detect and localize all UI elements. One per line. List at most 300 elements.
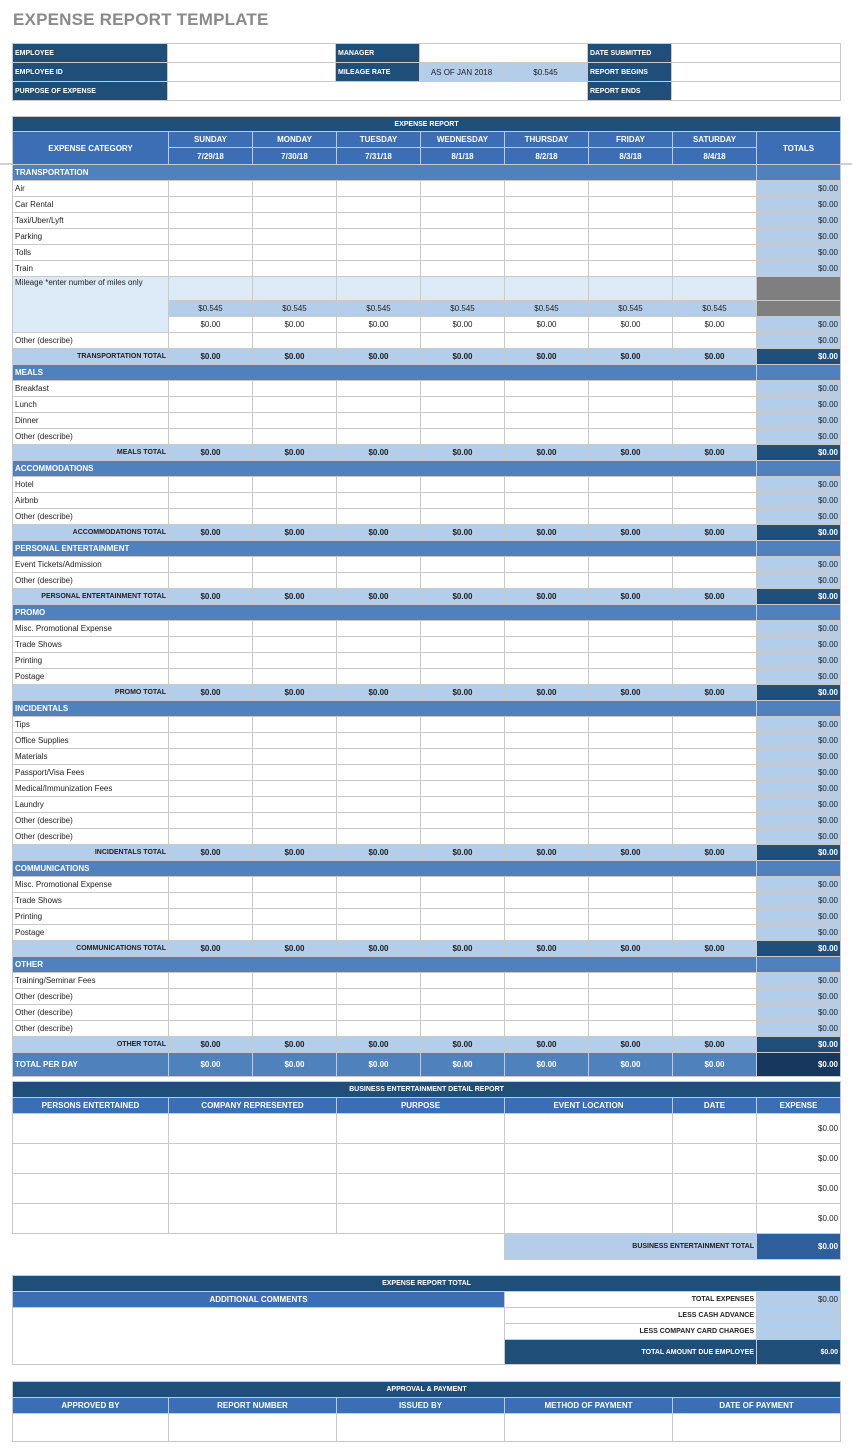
expense-amount-input[interactable] — [589, 397, 673, 413]
expense-amount-input[interactable] — [673, 397, 757, 413]
expense-amount-input[interactable] — [673, 653, 757, 669]
expense-amount-input[interactable] — [589, 893, 673, 909]
manager-field[interactable] — [420, 44, 588, 63]
expense-amount-input[interactable] — [253, 557, 337, 573]
expense-amount-input[interactable] — [421, 397, 505, 413]
entertainment-input[interactable] — [13, 1174, 169, 1204]
expense-amount-input[interactable] — [169, 197, 253, 213]
expense-amount-input[interactable] — [421, 797, 505, 813]
expense-amount-input[interactable] — [505, 509, 589, 525]
expense-amount-input[interactable] — [589, 813, 673, 829]
mileage-input[interactable] — [421, 277, 505, 301]
expense-amount-input[interactable] — [505, 973, 589, 989]
expense-amount-input[interactable] — [505, 181, 589, 197]
expense-amount-input[interactable] — [337, 333, 421, 349]
expense-amount-input[interactable] — [505, 333, 589, 349]
expense-amount-input[interactable] — [337, 925, 421, 941]
expense-amount-input[interactable] — [673, 909, 757, 925]
expense-amount-input[interactable] — [421, 877, 505, 893]
report-ends-field[interactable] — [672, 82, 841, 101]
mileage-input[interactable] — [589, 277, 673, 301]
expense-amount-input[interactable] — [673, 573, 757, 589]
expense-amount-input[interactable] — [673, 669, 757, 685]
expense-amount-input[interactable] — [589, 261, 673, 277]
expense-amount-input[interactable] — [169, 989, 253, 1005]
expense-amount-input[interactable] — [421, 573, 505, 589]
expense-amount-input[interactable] — [169, 333, 253, 349]
expense-amount-input[interactable] — [505, 733, 589, 749]
expense-amount-input[interactable] — [337, 1021, 421, 1037]
expense-amount-input[interactable] — [337, 493, 421, 509]
expense-amount-input[interactable] — [505, 877, 589, 893]
expense-amount-input[interactable] — [505, 813, 589, 829]
expense-amount-input[interactable] — [421, 245, 505, 261]
expense-amount-input[interactable] — [253, 493, 337, 509]
expense-amount-input[interactable] — [589, 797, 673, 813]
expense-amount-input[interactable] — [253, 213, 337, 229]
expense-amount-input[interactable] — [589, 749, 673, 765]
expense-amount-input[interactable] — [421, 557, 505, 573]
expense-amount-input[interactable] — [589, 229, 673, 245]
expense-amount-input[interactable] — [253, 1005, 337, 1021]
expense-amount-input[interactable] — [337, 429, 421, 445]
expense-amount-input[interactable] — [337, 653, 421, 669]
mileage-input[interactable] — [253, 277, 337, 301]
expense-amount-input[interactable] — [505, 493, 589, 509]
expense-amount-input[interactable] — [505, 213, 589, 229]
expense-amount-input[interactable] — [253, 829, 337, 845]
expense-amount-input[interactable] — [589, 493, 673, 509]
expense-amount-input[interactable] — [589, 829, 673, 845]
expense-amount-input[interactable] — [421, 509, 505, 525]
expense-amount-input[interactable] — [505, 637, 589, 653]
expense-amount-input[interactable] — [169, 829, 253, 845]
expense-amount-input[interactable] — [421, 333, 505, 349]
expense-amount-input[interactable] — [673, 1005, 757, 1021]
expense-amount-input[interactable] — [421, 669, 505, 685]
expense-amount-input[interactable] — [253, 229, 337, 245]
expense-amount-input[interactable] — [589, 989, 673, 1005]
expense-amount-input[interactable] — [589, 245, 673, 261]
expense-amount-input[interactable] — [421, 493, 505, 509]
company-card-field[interactable] — [757, 1324, 841, 1340]
expense-amount-input[interactable] — [589, 381, 673, 397]
mileage-amount: $0.00 — [421, 317, 505, 333]
expense-amount-input[interactable] — [421, 637, 505, 653]
expense-amount-input[interactable] — [421, 813, 505, 829]
expense-amount-input[interactable] — [673, 813, 757, 829]
expense-amount-input[interactable] — [589, 653, 673, 669]
expense-amount-input[interactable] — [169, 653, 253, 669]
expense-amount-input[interactable] — [169, 245, 253, 261]
report-number-field[interactable] — [169, 1414, 337, 1442]
expense-amount-input[interactable] — [673, 989, 757, 1005]
expense-amount-input[interactable] — [337, 893, 421, 909]
entertainment-input[interactable] — [169, 1174, 337, 1204]
expense-amount-input[interactable] — [421, 477, 505, 493]
expense-amount-input[interactable] — [169, 781, 253, 797]
expense-amount-input[interactable] — [253, 925, 337, 941]
expense-amount-input[interactable] — [673, 261, 757, 277]
expense-amount-input[interactable] — [673, 229, 757, 245]
expense-amount-input[interactable] — [505, 893, 589, 909]
mileage-rate-value[interactable]: $0.545 — [504, 63, 588, 82]
entertainment-input[interactable] — [13, 1114, 169, 1144]
employee-id-field[interactable] — [168, 63, 336, 82]
expense-amount-input[interactable] — [169, 1005, 253, 1021]
expense-amount-input[interactable] — [421, 653, 505, 669]
expense-amount-input[interactable] — [337, 245, 421, 261]
entertainment-input[interactable] — [505, 1174, 673, 1204]
expense-amount-input[interactable] — [673, 413, 757, 429]
date-of-payment-field[interactable] — [673, 1414, 841, 1442]
expense-amount-input[interactable] — [421, 749, 505, 765]
expense-amount-input[interactable] — [505, 621, 589, 637]
expense-amount-input[interactable] — [421, 621, 505, 637]
expense-amount-input[interactable] — [253, 1021, 337, 1037]
expense-amount-input[interactable] — [337, 477, 421, 493]
expense-amount-input[interactable] — [169, 893, 253, 909]
expense-amount-input[interactable] — [421, 973, 505, 989]
expense-amount-input[interactable] — [337, 181, 421, 197]
entertainment-input[interactable] — [505, 1144, 673, 1174]
expense-amount-input[interactable] — [589, 197, 673, 213]
expense-amount-input[interactable] — [505, 245, 589, 261]
expense-amount-input[interactable] — [169, 261, 253, 277]
expense-amount-input[interactable] — [169, 637, 253, 653]
expense-amount-input[interactable] — [337, 197, 421, 213]
expense-amount-input[interactable] — [253, 717, 337, 733]
entertainment-input[interactable] — [505, 1204, 673, 1234]
entertainment-input[interactable] — [505, 1114, 673, 1144]
expense-amount-input[interactable] — [673, 1021, 757, 1037]
expense-amount-input[interactable] — [421, 829, 505, 845]
entertainment-input[interactable] — [13, 1204, 169, 1234]
entertainment-input[interactable] — [673, 1204, 757, 1234]
expense-amount-input[interactable] — [169, 765, 253, 781]
expense-amount-input[interactable] — [421, 1021, 505, 1037]
expense-amount-input[interactable] — [673, 925, 757, 941]
expense-amount-input[interactable] — [253, 637, 337, 653]
expense-amount-input[interactable] — [505, 229, 589, 245]
expense-amount-input[interactable] — [337, 261, 421, 277]
expense-amount-input[interactable] — [421, 181, 505, 197]
expense-amount-input[interactable] — [337, 413, 421, 429]
expense-amount-input[interactable] — [589, 477, 673, 493]
expense-amount-input[interactable] — [589, 909, 673, 925]
expense-amount-input[interactable] — [505, 381, 589, 397]
expense-amount-input[interactable] — [169, 213, 253, 229]
expense-amount-input[interactable] — [253, 413, 337, 429]
expense-amount-input[interactable] — [169, 413, 253, 429]
expense-amount-input[interactable] — [169, 733, 253, 749]
mileage-rate-total-blank — [757, 301, 841, 317]
expense-amount-input[interactable] — [673, 973, 757, 989]
expense-amount-input[interactable] — [337, 557, 421, 573]
expense-amount-input[interactable] — [253, 765, 337, 781]
expense-amount-input[interactable] — [589, 973, 673, 989]
expense-amount-input[interactable] — [169, 477, 253, 493]
expense-amount-input[interactable] — [421, 893, 505, 909]
expense-amount-input[interactable] — [253, 261, 337, 277]
expense-amount-input[interactable] — [253, 893, 337, 909]
expense-amount-input[interactable] — [253, 973, 337, 989]
expense-amount-input[interactable] — [169, 909, 253, 925]
mileage-input[interactable] — [337, 277, 421, 301]
expense-amount-input[interactable] — [421, 413, 505, 429]
expense-amount-input[interactable] — [169, 973, 253, 989]
expense-amount-input[interactable] — [505, 1005, 589, 1021]
expense-amount-input[interactable] — [505, 797, 589, 813]
method-of-payment-field[interactable] — [505, 1414, 673, 1442]
expense-amount-input[interactable] — [673, 245, 757, 261]
approved-by-field[interactable] — [13, 1414, 169, 1442]
expense-amount-input[interactable] — [337, 829, 421, 845]
expense-amount-input[interactable] — [169, 573, 253, 589]
expense-amount-input[interactable] — [337, 989, 421, 1005]
expense-amount-input[interactable] — [589, 573, 673, 589]
expense-amount-input[interactable] — [253, 197, 337, 213]
expense-amount-input[interactable] — [505, 477, 589, 493]
expense-amount-input[interactable] — [505, 1021, 589, 1037]
expense-amount-input[interactable] — [589, 765, 673, 781]
expense-amount-input[interactable] — [505, 397, 589, 413]
expense-amount-input[interactable] — [673, 429, 757, 445]
expense-amount-input[interactable] — [505, 925, 589, 941]
expense-amount-input[interactable] — [253, 181, 337, 197]
expense-amount-input[interactable] — [589, 557, 673, 573]
expense-amount-input[interactable] — [673, 213, 757, 229]
expense-amount-input[interactable] — [673, 877, 757, 893]
expense-amount-input[interactable] — [673, 621, 757, 637]
expense-amount-input[interactable] — [337, 813, 421, 829]
entertainment-expense: $0.00 — [757, 1114, 841, 1144]
expense-amount-input[interactable] — [253, 397, 337, 413]
entertainment-input[interactable] — [13, 1144, 169, 1174]
expense-amount-input[interactable] — [673, 557, 757, 573]
employee-field[interactable] — [168, 44, 336, 63]
expense-amount-input[interactable] — [589, 781, 673, 797]
expense-amount-input[interactable] — [337, 669, 421, 685]
expense-amount-input[interactable] — [505, 197, 589, 213]
expense-amount-input[interactable] — [169, 493, 253, 509]
expense-amount-input[interactable] — [337, 717, 421, 733]
expense-amount-input[interactable] — [169, 749, 253, 765]
expense-amount-input[interactable] — [589, 637, 673, 653]
expense-amount-input[interactable] — [421, 1005, 505, 1021]
expense-amount-input[interactable] — [421, 381, 505, 397]
expense-amount-input[interactable] — [421, 261, 505, 277]
expense-amount-input[interactable] — [169, 621, 253, 637]
expense-amount-input[interactable] — [673, 381, 757, 397]
expense-amount-input[interactable] — [253, 781, 337, 797]
expense-amount-input[interactable] — [505, 261, 589, 277]
mileage-input[interactable] — [505, 277, 589, 301]
expense-amount-input[interactable] — [589, 877, 673, 893]
entertainment-input[interactable] — [337, 1204, 505, 1234]
expense-amount-input[interactable] — [505, 669, 589, 685]
date-submitted-field[interactable] — [672, 44, 841, 63]
expense-amount-input[interactable] — [589, 429, 673, 445]
expense-amount-input[interactable] — [253, 813, 337, 829]
expense-amount-input[interactable] — [253, 621, 337, 637]
expense-amount-input[interactable] — [589, 181, 673, 197]
expense-amount-input[interactable] — [169, 877, 253, 893]
expense-amount-input[interactable] — [673, 493, 757, 509]
expense-amount-input[interactable] — [421, 717, 505, 733]
expense-amount-input[interactable] — [253, 429, 337, 445]
expense-amount-input[interactable] — [421, 733, 505, 749]
expense-amount-input[interactable] — [253, 333, 337, 349]
expense-amount-input[interactable] — [169, 1021, 253, 1037]
expense-amount-input[interactable] — [673, 893, 757, 909]
issued-by-field[interactable] — [337, 1414, 505, 1442]
expense-amount-input[interactable] — [337, 381, 421, 397]
expense-amount-input[interactable] — [337, 637, 421, 653]
expense-amount-input[interactable] — [505, 829, 589, 845]
expense-amount-input[interactable] — [421, 429, 505, 445]
expense-amount-input[interactable] — [673, 717, 757, 733]
expense-amount-input[interactable] — [589, 717, 673, 733]
expense-amount-input[interactable] — [169, 797, 253, 813]
expense-amount-input[interactable] — [505, 413, 589, 429]
expense-amount-input[interactable] — [421, 925, 505, 941]
expense-amount-input[interactable] — [169, 509, 253, 525]
expense-amount-input[interactable] — [673, 477, 757, 493]
expense-amount-input[interactable] — [589, 333, 673, 349]
entertainment-input[interactable] — [169, 1114, 337, 1144]
summary-table — [12, 1275, 841, 1365]
expense-amount-input[interactable] — [253, 573, 337, 589]
expense-amount-input[interactable] — [505, 573, 589, 589]
expense-amount-input[interactable] — [253, 733, 337, 749]
expense-amount-input[interactable] — [253, 653, 337, 669]
expense-amount-input[interactable] — [505, 909, 589, 925]
expense-amount-input[interactable] — [337, 973, 421, 989]
expense-amount-input[interactable] — [673, 333, 757, 349]
expense-amount-input[interactable] — [673, 509, 757, 525]
expense-amount-input[interactable] — [337, 733, 421, 749]
mileage-input[interactable] — [169, 277, 253, 301]
expense-amount-input[interactable] — [253, 381, 337, 397]
mileage-input[interactable] — [673, 277, 757, 301]
expense-amount-input[interactable] — [421, 765, 505, 781]
expense-amount-input[interactable] — [169, 925, 253, 941]
expense-amount-input[interactable] — [337, 877, 421, 893]
expense-amount-input[interactable] — [337, 621, 421, 637]
expense-amount-input[interactable] — [589, 509, 673, 525]
expense-amount-input[interactable] — [253, 509, 337, 525]
expense-amount-input[interactable] — [589, 621, 673, 637]
expense-amount-input[interactable] — [169, 181, 253, 197]
expense-report-title: EXPENSE REPORT — [13, 117, 841, 132]
expense-amount-input[interactable] — [673, 181, 757, 197]
expense-amount-input[interactable] — [505, 989, 589, 1005]
expense-amount-input[interactable] — [169, 229, 253, 245]
expense-amount-input[interactable] — [337, 797, 421, 813]
expense-amount-input[interactable] — [337, 573, 421, 589]
expense-amount-input[interactable] — [337, 909, 421, 925]
expense-amount-input[interactable] — [589, 1005, 673, 1021]
expense-amount-input[interactable] — [169, 813, 253, 829]
expense-amount-input[interactable] — [505, 653, 589, 669]
expense-amount-input[interactable] — [421, 229, 505, 245]
entertainment-input[interactable] — [673, 1114, 757, 1144]
report-begins-field[interactable] — [672, 63, 841, 82]
expense-amount-input[interactable] — [337, 213, 421, 229]
expense-amount-input[interactable] — [253, 477, 337, 493]
expense-amount-input[interactable] — [589, 733, 673, 749]
expense-amount-input[interactable] — [421, 213, 505, 229]
expense-amount-input[interactable] — [337, 229, 421, 245]
expense-amount-input[interactable] — [253, 877, 337, 893]
entertainment-input[interactable] — [337, 1114, 505, 1144]
entertainment-input[interactable] — [169, 1204, 337, 1234]
expense-amount-input[interactable] — [673, 765, 757, 781]
expense-amount-input[interactable] — [505, 557, 589, 573]
expense-amount-input[interactable] — [169, 669, 253, 685]
expense-amount-input[interactable] — [337, 1005, 421, 1021]
expense-amount-input[interactable] — [337, 397, 421, 413]
expense-amount-input[interactable] — [673, 749, 757, 765]
expense-amount-input[interactable] — [337, 781, 421, 797]
expense-amount-input[interactable] — [505, 765, 589, 781]
expense-amount-input[interactable] — [589, 1021, 673, 1037]
expense-amount-input[interactable] — [589, 413, 673, 429]
expense-amount-input[interactable] — [673, 733, 757, 749]
expense-amount-input[interactable] — [673, 197, 757, 213]
expense-amount-input[interactable] — [505, 749, 589, 765]
expense-amount-input[interactable] — [421, 909, 505, 925]
expense-amount-input[interactable] — [589, 213, 673, 229]
expense-amount-input[interactable] — [253, 797, 337, 813]
expense-amount-input[interactable] — [673, 637, 757, 653]
expense-amount-input[interactable] — [253, 749, 337, 765]
expense-amount-input[interactable] — [505, 781, 589, 797]
expense-amount-input[interactable] — [169, 429, 253, 445]
entertainment-input[interactable] — [337, 1174, 505, 1204]
expense-amount-input[interactable] — [253, 245, 337, 261]
expense-amount-input[interactable] — [505, 717, 589, 733]
entertainment-input[interactable] — [169, 1144, 337, 1174]
expense-amount-input[interactable] — [589, 669, 673, 685]
expense-amount-input[interactable] — [505, 429, 589, 445]
cash-advance-field[interactable] — [757, 1308, 841, 1324]
purpose-field[interactable] — [168, 82, 588, 101]
expense-amount-input[interactable] — [253, 669, 337, 685]
expense-amount-input[interactable] — [673, 797, 757, 813]
expense-amount-input[interactable] — [169, 717, 253, 733]
entertainment-input[interactable] — [673, 1174, 757, 1204]
expense-amount-input[interactable] — [169, 557, 253, 573]
expense-amount-input[interactable] — [253, 989, 337, 1005]
expense-amount-input[interactable] — [421, 781, 505, 797]
entertainment-input[interactable] — [337, 1144, 505, 1174]
expense-amount-input[interactable] — [253, 909, 337, 925]
expense-amount-input[interactable] — [337, 765, 421, 781]
expense-amount-input[interactable] — [589, 925, 673, 941]
expense-amount-input[interactable] — [673, 781, 757, 797]
expense-amount-input[interactable] — [673, 829, 757, 845]
expense-amount-input[interactable] — [337, 749, 421, 765]
expense-amount-input[interactable] — [169, 397, 253, 413]
expense-amount-input[interactable] — [337, 509, 421, 525]
expense-amount-input[interactable] — [169, 381, 253, 397]
expense-amount-input[interactable] — [421, 197, 505, 213]
entertainment-input[interactable] — [673, 1144, 757, 1174]
expense-amount-input[interactable] — [421, 989, 505, 1005]
comments-field[interactable] — [13, 1308, 505, 1365]
